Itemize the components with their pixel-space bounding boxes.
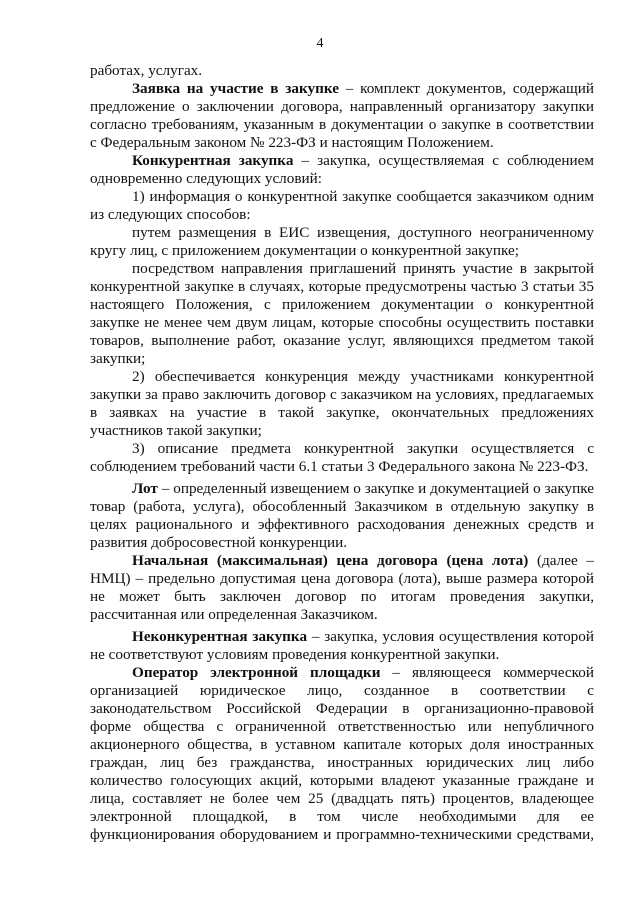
definition-text: – являющееся коммерческой организацией юридическое лицо, созданное в соответствии с законодательством Российской Федерации в организационно-правовой форме общества с ограниченной ответственностью или непубличного акционерного общества, в уставном капитале которых доля иностранных граждан, лиц без гражданства, иностранных юридических лиц либо количество голосующих акций, которыми владеют указанные граждане и лица, составляет не более чем 25 (двадцать пять) процентов, владеющее электронной площадкой, в том числе необходимыми для ее функционирования оборудованием и программно-техническими средствами, — [90, 664, 594, 843]
definition-platform-operator — [90, 664, 594, 844]
list-item-text: 3) описание предмета конкурентной закупки осуществляется с соблюдением требований части 6.1 статьи 3 Федерального закона № 223-ФЗ. — [90, 440, 594, 475]
definition-term: Оператор электронной площадки — [132, 664, 381, 681]
definition-text: – определенный извещением о закупке и документацией о закупке товар (работа, услуга), обособленный Заказчиком в отдельную закупку в целях рационального и эффективного расходования денежных средств и развития добросовестной конкуренции. — [90, 480, 594, 551]
definition-term: Заявка на участие в закупке — [132, 80, 339, 97]
paragraph-continuation — [90, 62, 594, 80]
definition-lot — [90, 480, 594, 552]
definition-term: Неконкурентная закупка — [132, 628, 308, 645]
sub-item-invitations — [90, 260, 594, 368]
definition-competitive-procurement — [90, 152, 594, 188]
list-item-text: 2) обеспечивается конкуренция между участниками конкурентной закупки за право заключить договор с заказчиком на условиях, предлагаемых в заявках на участие в такой закупке, окончательных предложениях участников такой закупки; — [90, 368, 594, 439]
definition-bid — [90, 80, 594, 152]
definition-term: Начальная (максимальная) цена договора (цена лота) — [132, 552, 529, 569]
list-item-2 — [90, 368, 594, 440]
definition-text: – закупка, условия осуществления которой не соответствуют условиям проведения конкурентной закупки. — [90, 628, 594, 663]
sub-item-text: путем размещения в ЕИС извещения, доступного неограниченному кругу лиц, с приложением документации о конкурентной закупке; — [90, 224, 594, 259]
definition-initial-price — [90, 552, 594, 624]
page-number: 4 — [316, 36, 324, 51]
definition-term: Лот — [132, 480, 158, 497]
list-item-text: 1) информация о конкурентной закупке сообщается заказчиком одним из следующих способов: — [90, 188, 594, 223]
sub-item-eis — [90, 224, 594, 260]
definition-term: Конкурентная закупка — [132, 152, 294, 169]
paragraph-text: работах, услугах. — [90, 62, 203, 79]
definition-text: – закупка, осуществляемая с соблюдением одновременно следующих условий: — [90, 152, 594, 187]
definition-text: (далее – НМЦ) – предельно допустимая цена договора (лота), выше размера которой не может быть заключен договор по итогам проведения закупки, рассчитанная или определенная Заказчиком. — [90, 552, 594, 623]
list-item-1 — [90, 188, 594, 224]
sub-item-text: посредством направления приглашений принять участие в закрытой конкурентной закупке в случаях, которые предусмотрены частью 3 статьи 35 настоящего Положения, с приложением документации о конкурентной закупке не менее чем двум лицам, которые способны осуществить поставки товаров, выполнение работ, оказание услуг, являющихся предметом такой закупки; — [90, 260, 594, 367]
definition-text: – комплект документов, содержащий предложение о заключении договора, направленный организатору закупки согласно требованиям, указанным в документации о закупке в соответствии с Федеральным законом № 223-ФЗ и настоящим Положением. — [90, 80, 594, 151]
list-item-3 — [90, 440, 594, 476]
definition-noncompetitive-procurement — [90, 628, 594, 664]
document-body — [90, 62, 594, 844]
